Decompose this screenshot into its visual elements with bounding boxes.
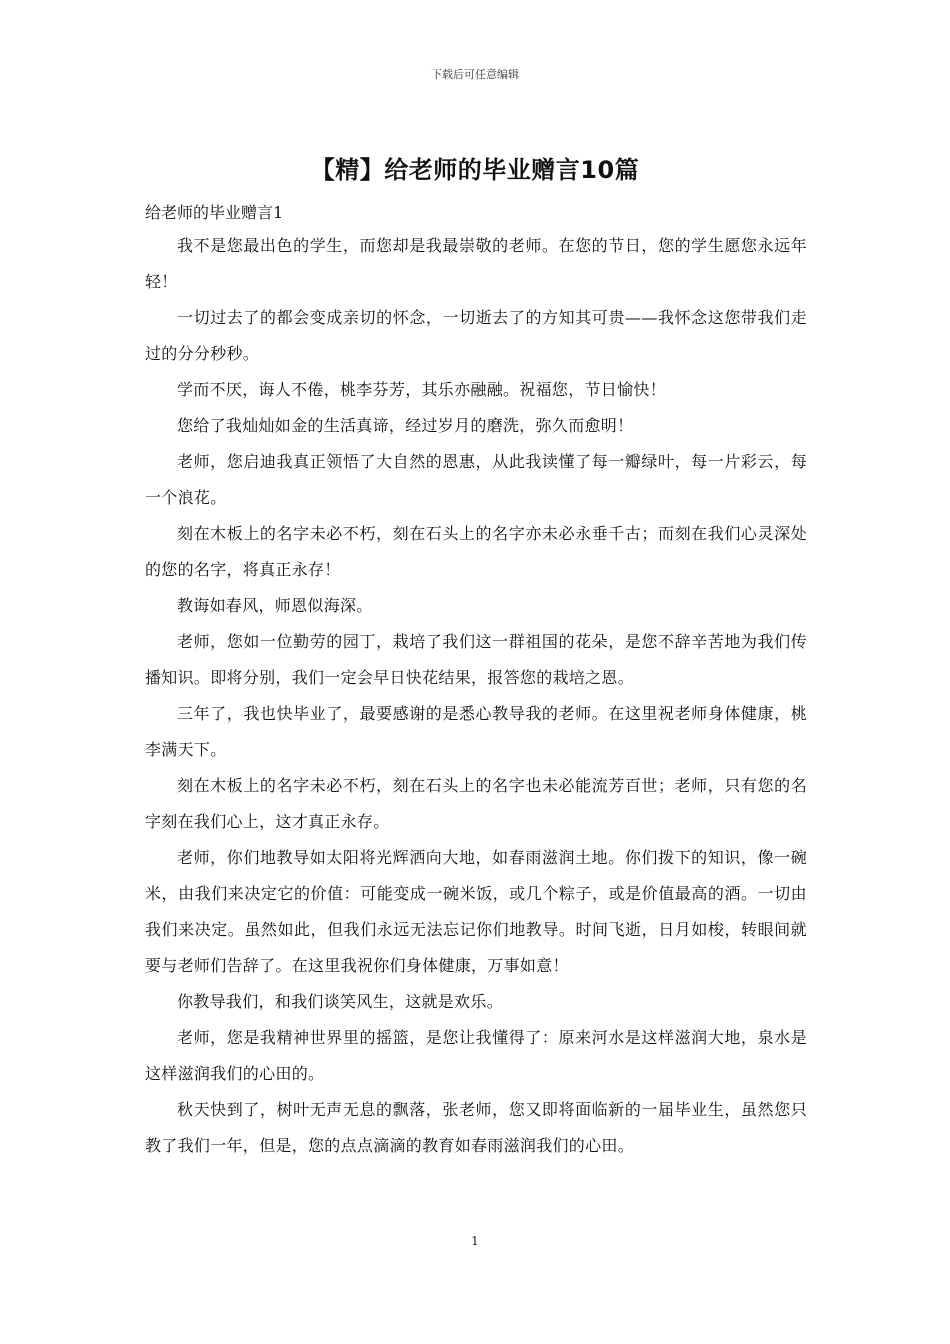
paragraph: 一切过去了的都会变成亲切的怀念，一切逝去了的方知其可贵——我怀念这您带我们走过的分分秒秒。 xyxy=(145,308,807,363)
paragraph: 我不是您最出色的学生，而您却是我最崇敬的老师。在您的节日，您的学生愿您永远年轻！ xyxy=(145,236,807,291)
paragraph: 教诲如春风，师恩似海深。 xyxy=(177,596,373,615)
paragraph: 老师，您如一位勤劳的园丁，栽培了我们这一群祖国的花朵，是您不辞辛苦地为我们传播知识。即将分别，我们一定会早日快花结果，报答您的栽培之恩。 xyxy=(145,632,807,687)
paragraph: 刻在木板上的名字未必不朽，刻在石头上的名字也未必能流芳百世；老师，只有您的名字刻在我们心上，这才真正永存。 xyxy=(145,776,807,831)
page-number: 1 xyxy=(471,1234,479,1248)
paragraph: 秋天快到了，树叶无声无息的飘落，张老师，您又即将面临新的一届毕业生，虽然您只教了我们一年，但是，您的点点滴滴的教育如春雨滋润我们的心田。 xyxy=(145,1100,807,1155)
paragraph: 三年了，我也快毕业了，最要感谢的是悉心教导我的老师。在这里祝老师身体健康，桃李满天下。 xyxy=(145,704,807,759)
paragraph: 刻在木板上的名字未必不朽，刻在石头上的名字亦未必永垂千古；而刻在我们心灵深处的您的名字，将真正永存！ xyxy=(145,524,807,579)
paragraph: 老师，您启迪我真正领悟了大自然的恩惠，从此我读懂了每一瓣绿叶，每一片彩云，每一个浪花。 xyxy=(145,452,807,507)
paragraph: 学而不厌，诲人不倦，桃李芬芳，其乐亦融融。祝福您，节日愉快！ xyxy=(177,380,667,399)
page-header: 下载后可任意编辑 xyxy=(431,68,519,81)
paragraph: 老师，您是我精神世界里的摇篮，是您让我懂得了：原来河水是这样滋润大地，泉水是这样滋润我们的心田的。 xyxy=(145,1028,807,1083)
section-heading: 给老师的毕业赠言1 xyxy=(145,203,284,222)
document-title: 【精】给老师的毕业赠言10篇 xyxy=(310,156,640,184)
document-body xyxy=(145,198,807,1164)
paragraph: 老师，你们地教导如太阳将光辉洒向大地，如春雨滋润土地。你们拨下的知识，像一碗米，由我们来决定它的价值：可能变成一碗米饭，或几个粽子，或是价值最高的酒。一切由我们来决定。虽然如此，但我们永远无法忘记你们地教导。时间飞逝，日月如梭，转眼间就要与老师们告辞了。在这里我祝你们身体健康，万事如意！ xyxy=(145,848,807,975)
paragraph: 你教导我们，和我们谈笑风生，这就是欢乐。 xyxy=(177,992,504,1011)
paragraph: 您给了我灿灿如金的生活真谛，经过岁月的磨洗，弥久而愈明！ xyxy=(177,416,634,435)
